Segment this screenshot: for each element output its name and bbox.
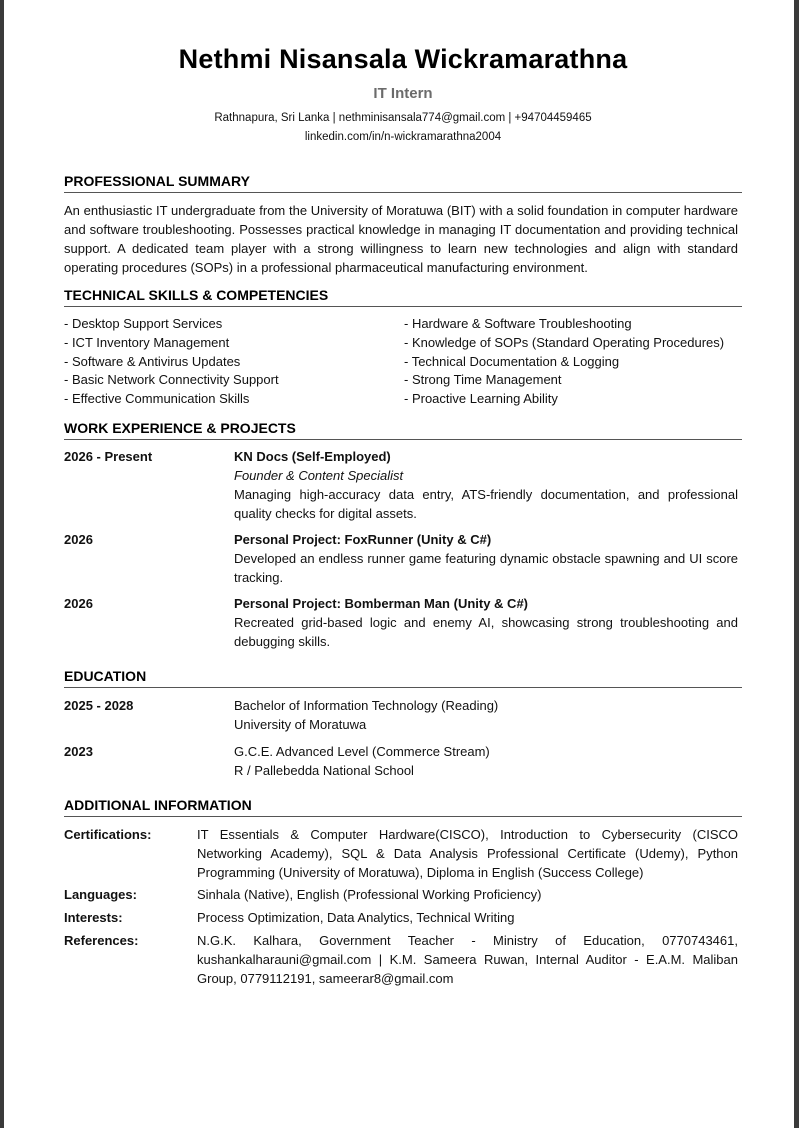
skill-item: - ICT Inventory Management (64, 334, 230, 350)
institution: University of Moratuwa (234, 717, 367, 732)
candidate-role: IT Intern (373, 85, 433, 102)
skill-item: - Knowledge of SOPs (Standard Operating Procedures) (404, 334, 725, 350)
skill-item: - Effective Communication Skills (64, 391, 250, 407)
entry-body (234, 530, 738, 587)
candidate-name: Nethmi Nisansala Wickramarathna (178, 44, 628, 74)
section-title-summary: PROFESSIONAL SUMMARY (64, 173, 742, 193)
entry-description: Recreated grid-based logic and enemy AI, showcasing strong troubleshooting and debugging skills. (234, 615, 738, 649)
entry-body (234, 696, 738, 734)
entry-title: Personal Project: Bomberman Man (Unity & C#) (234, 596, 528, 611)
entry-body (234, 742, 738, 780)
degree-title: G.C.E. Advanced Level (Commerce Stream) (234, 744, 490, 759)
entry-date: 2026 (64, 532, 93, 547)
skill-item: - Desktop Support Services (64, 316, 223, 331)
info-value: Process Optimization, Data Analytics, Technical Writing (197, 910, 515, 925)
info-value: N.G.K. Kalhara, Government Teacher - Ministry of Education, 0770743461, kushankalharauni@gmail.com | K.M. Sameera Ruwan, Internal Auditor - E.A.M. Maliban Group, 0779112191, sameerar8@gmail.com (197, 933, 738, 986)
skill-item: - Technical Documentation & Logging (404, 353, 620, 369)
entry-date: 2026 (64, 596, 93, 611)
entry-body (234, 594, 738, 651)
contact-line: Rathnapura, Sri Lanka | nethminisansala774@gmail.com | +94704459465 (214, 112, 592, 124)
contact-info (64, 109, 742, 147)
info-label: Languages: (64, 887, 137, 902)
section-title-education: EDUCATION (64, 668, 742, 688)
entry-date: 2026 - Present (64, 449, 153, 464)
entry-date: 2023 (64, 744, 93, 759)
summary-text: An enthusiastic IT undergraduate from the University of Moratuwa (BIT) with a solid foundation in computer hardware and software troubleshooting. Possesses practical knowledge in managing IT documentation and providing technical support. A dedicated team player with a strong willingness to learn new technologies and align with standard operating procedures (SOPs) in a professional pharmaceutical manufacturing environment. (64, 203, 738, 275)
entry-title: Personal Project: FoxRunner (Unity & C#) (234, 532, 492, 547)
skill-item: - Software & Antivirus Updates (64, 353, 241, 369)
skill-item: - Proactive Learning Ability (404, 391, 558, 407)
skill-item: - Basic Network Connectivity Support (64, 372, 279, 388)
info-value: IT Essentials & Computer Hardware(CISCO), Introduction to Cybersecurity (CISCO Networking Academy), SQL & Data Analysis Professional Certificate (Udemy), Python Programming (University of Moratuwa), Diploma in English (Success College) (197, 827, 738, 880)
section-title-experience: WORK EXPERIENCE & PROJECTS (64, 420, 742, 440)
info-label: Interests: (64, 910, 123, 925)
linkedin-line: linkedin.com/in/n-wickramarathna2004 (304, 131, 502, 143)
skills-column-left (64, 315, 279, 409)
section-title-skills: TECHNICAL SKILLS & COMPETENCIES (64, 287, 742, 307)
entry-body (234, 447, 738, 523)
section-title-additional: ADDITIONAL INFORMATION (64, 797, 742, 817)
entry-date: 2025 - 2028 (64, 698, 134, 713)
entry-description: Managing high-accuracy data entry, ATS-friendly documentation, and professional quality checks for digital assets. (234, 487, 738, 521)
entry-subtitle: Founder & Content Specialist (234, 468, 404, 483)
info-value: Sinhala (Native), English (Professional Working Proficiency) (197, 887, 542, 902)
info-label: References: (64, 933, 139, 948)
entry-description: Developed an endless runner game featuring dynamic obstacle spawning and UI score tracking. (234, 551, 738, 585)
info-label: Certifications: (64, 827, 152, 842)
skill-item: - Strong Time Management (404, 372, 562, 388)
skills-column-right (404, 315, 724, 409)
institution: R / Pallebedda National School (234, 763, 414, 778)
resume-page (4, 0, 794, 1128)
entry-title: KN Docs (Self-Employed) (234, 449, 391, 464)
degree-title: Bachelor of Information Technology (Reading) (234, 698, 499, 713)
skill-item: - Hardware & Software Troubleshooting (404, 316, 632, 331)
